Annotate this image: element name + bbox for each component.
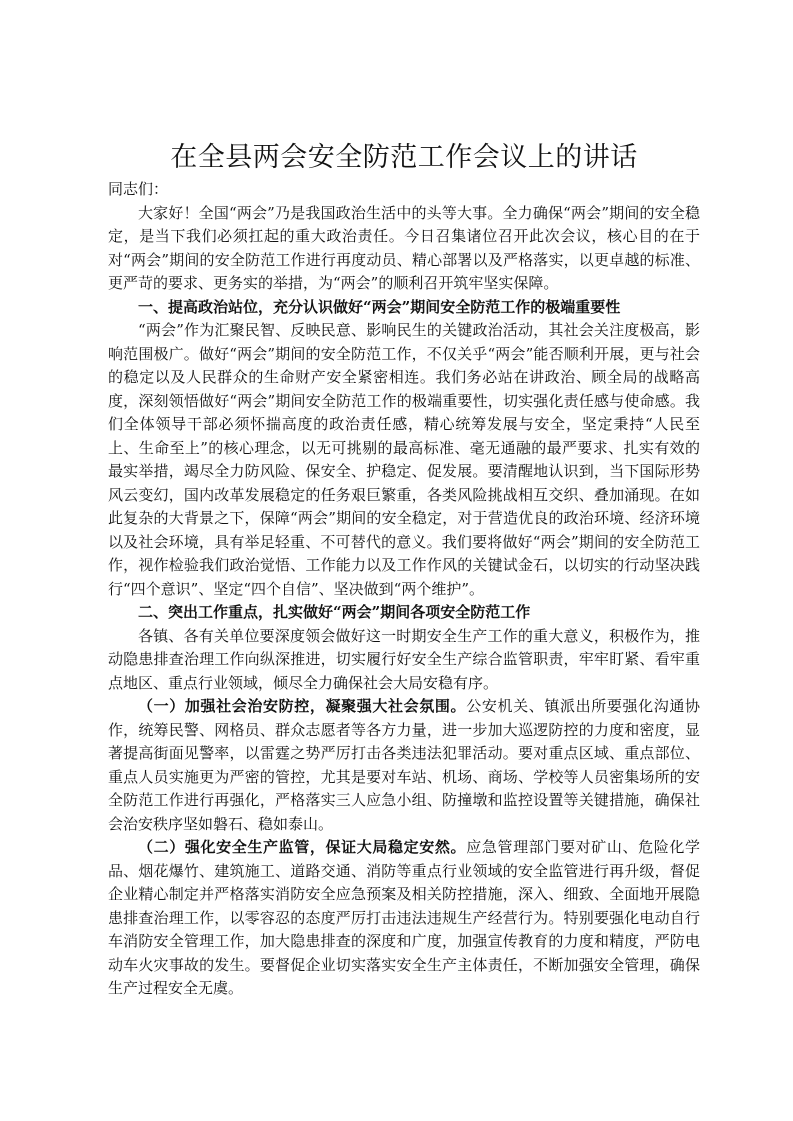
section1-heading: 一、提高政治站位，充分认识做好“两会”期间安全防范工作的极端重要性 — [138, 297, 621, 316]
item1-paragraph — [108, 695, 700, 836]
item2-lead: （二）强化安全生产监管，保证大局稳定安然。 — [138, 838, 467, 856]
item2-paragraph — [108, 836, 700, 1001]
section2-paragraph: 各镇、各有关单位要深度领会做好这一时期安全生产工作的重大意义，积极作为，推动隐患排查治理工作向纵深推进，切实履行好安全生产综合监管职责，牢牢盯紧、看牢重点地区、重点行业领域，倾尽全力确保社会大局安稳有序。 — [108, 626, 700, 692]
item1-lead: （一）加强社会治安防控，凝聚强大社会氛围。 — [138, 697, 467, 715]
item2-body: 应急管理部门要对矿山、危险化学品、烟花爆竹、建筑施工、道路交通、消防等重点行业领域的安全监管进行再升级，督促企业精心制定并严格落实消防安全应急预案及相关防控措施，深入、细致、全面地开展隐患排查治理工作，以零容忍的态度严厉打击违法违规生产经营行为。特别要强化电动自行车消防安全管理工作，加大隐患排查的深度和广度，加强宣传教育的力度和精度，严防电动车火灾事故的发生。要督促企业切实落实安全生产主体责任，不断加强安全管理，确保生产过程安全无虞。 — [108, 838, 700, 997]
section2-heading: 二、突出工作重点，扎实做好“两会”期间各项安全防范工作 — [138, 603, 531, 621]
document-page — [108, 138, 700, 1001]
item1-body: 公安机关、镇派出所要强化沟通协作，统筹民警、网格员、群众志愿者等各方力量，进一步加大巡逻防控的力度和密度，显著提高街面见警率，以雷霆之势严厉打击各类违法犯罪活动。要对重点区域、重点部位、重点人员实施更为严密的管控，尤其是要对车站、机场、商场、学校等人员密集场所的安全防范工作进行再强化，严格落实三人应急小组、防撞墩和监控设置等关键措施，确保社会治安秩序坚如磐石、稳如泰山。 — [108, 697, 700, 833]
salutation: 同志们： — [108, 180, 169, 198]
document-title: 在全县两会安全防范工作会议上的讲话 — [170, 142, 638, 173]
section1-paragraph: “两会”作为汇聚民智、反映民意、影响民生的关键政治活动，其社会关注度极高，影响范围极广。做好“两会”期间的安全防范工作，不仅关乎“两会”能否顺利开展，更与社会的稳定以及人民群众的生命财产安全紧密相连。我们务必站在讲政治、顾全局的战略高度，深刻领悟做好“两会”期间安全防范工作的极端重要性，切实强化责任感与使命感。我们全体领导干部必须怀揣高度的政治责任感，精心统筹发展与安全，坚定秉持“人民至上、生命至上”的核心理念，以无可挑剔的最高标准、毫无通融的最严要求、扎实有效的最实举措，竭尽全力防风险、保安全、护稳定、促发展。要清醒地认识到，当下国际形势风云变幻，国内改革发展稳定的任务艰巨繁重，各类风险挑战相互交织、叠加涌现。在如此复杂的大背景之下，保障“两会”期间的安全稳定，对于营造优良的政治环境、经济环境以及社会环境，具有举足轻重、不可替代的意义。我们要将做好“两会”期间的安全防范工作，视作检验我们政治觉悟、工作能力以及工作作风的关键试金石，以切实的行动坚决践行“四个意识”、坚定“四个自信”、坚决做到“两个维护”。 — [108, 321, 700, 598]
intro-paragraph: 大家好！全国“两会”乃是我国政治生活中的头等大事。全力确保“两会”期间的安全稳定，是当下我们必须扛起的重大政治责任。今日召集诸位召开此次会议，核心目的在于对“两会”期间的安全防范工作进行再度动员、精心部署以及严格落实，以更卓越的标准、更严苛的要求、更务实的举措，为“两会”的顺利召开筑牢坚实保障。 — [108, 203, 700, 292]
